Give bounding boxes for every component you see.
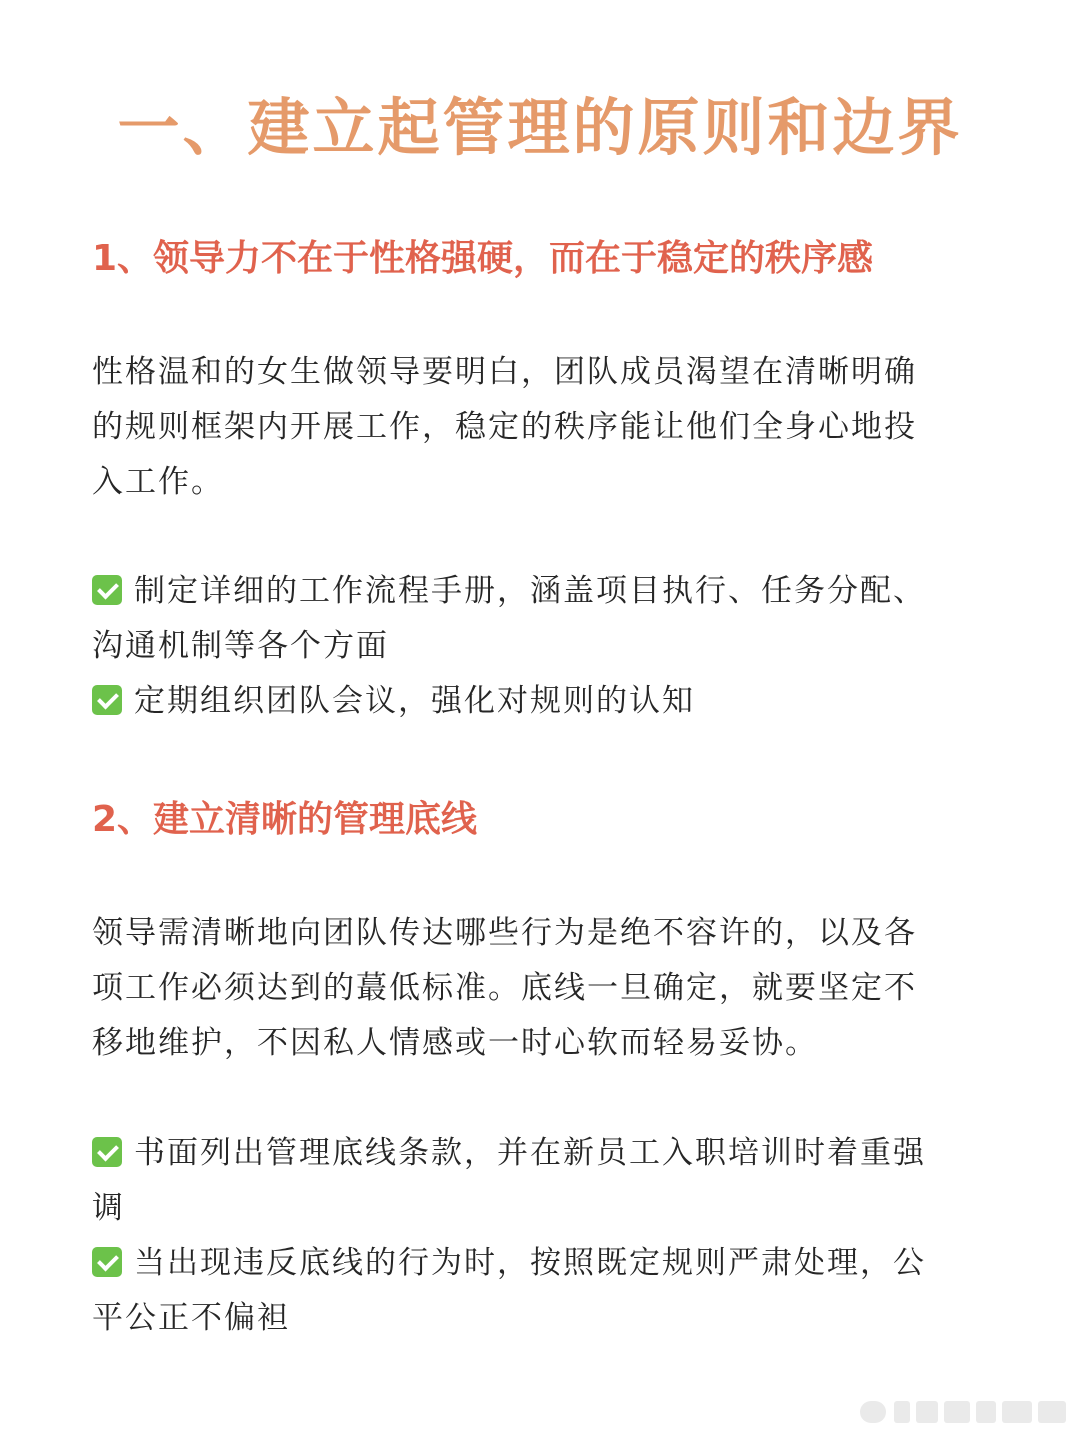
paragraph-line: 性格温和的女生做领导要明白，团队成员渴望在清晰明确: [92, 354, 917, 390]
paragraph-line: 移地维护，不因私人情感或一时心软而轻易妥协。: [92, 1025, 818, 1061]
check-item-text: 当出现违反底线的行为时，按照既定规则严肃处理，公: [134, 1245, 926, 1281]
paragraph-line: 领导需清晰地向团队传达哪些行为是绝不容许的，以及各: [92, 915, 917, 951]
page-title: 一、建立起管理的原则和边界: [117, 91, 963, 164]
paragraph-line: 的规则框架内开展工作，稳定的秩序能让他们全身心地投: [92, 409, 917, 445]
section-1-check-item-2: [92, 674, 982, 729]
section-2-paragraph: [92, 906, 972, 1071]
check-item-text: 沟通机制等各个方面: [92, 628, 389, 664]
section-2-check-item-1: [92, 1126, 982, 1236]
paragraph-line: 项工作必须达到的蕞低标准。底线一旦确定，就要坚定不: [92, 970, 917, 1006]
check-item-text: 定期组织团队会议，强化对规则的认知: [134, 683, 695, 719]
paragraph-line: 入工作。: [92, 464, 224, 500]
section-2-check-item-2: [92, 1236, 982, 1346]
section-1-check-item-1: [92, 564, 982, 674]
check-mark-button-icon: [92, 1137, 122, 1167]
section-1-paragraph: [92, 345, 972, 510]
check-mark-button-icon: [92, 1247, 122, 1277]
check-mark-button-icon: [92, 575, 122, 605]
check-mark-button-icon: [92, 685, 122, 715]
check-item-text: 调: [92, 1190, 125, 1226]
check-item-text: 制定详细的工作流程手册，涵盖项目执行、任务分配、: [134, 573, 926, 609]
check-item-text: 平公正不偏袒: [92, 1300, 290, 1336]
check-item-text: 书面列出管理底线条款，并在新员工入职培训时着重强: [134, 1135, 926, 1171]
watermark-logo: [860, 1395, 1070, 1429]
section-1-heading: 1、领导力不在于性格强硬，而在于稳定的秩序感: [92, 238, 874, 279]
section-2-heading: 2、建立清晰的管理底线: [92, 799, 478, 840]
